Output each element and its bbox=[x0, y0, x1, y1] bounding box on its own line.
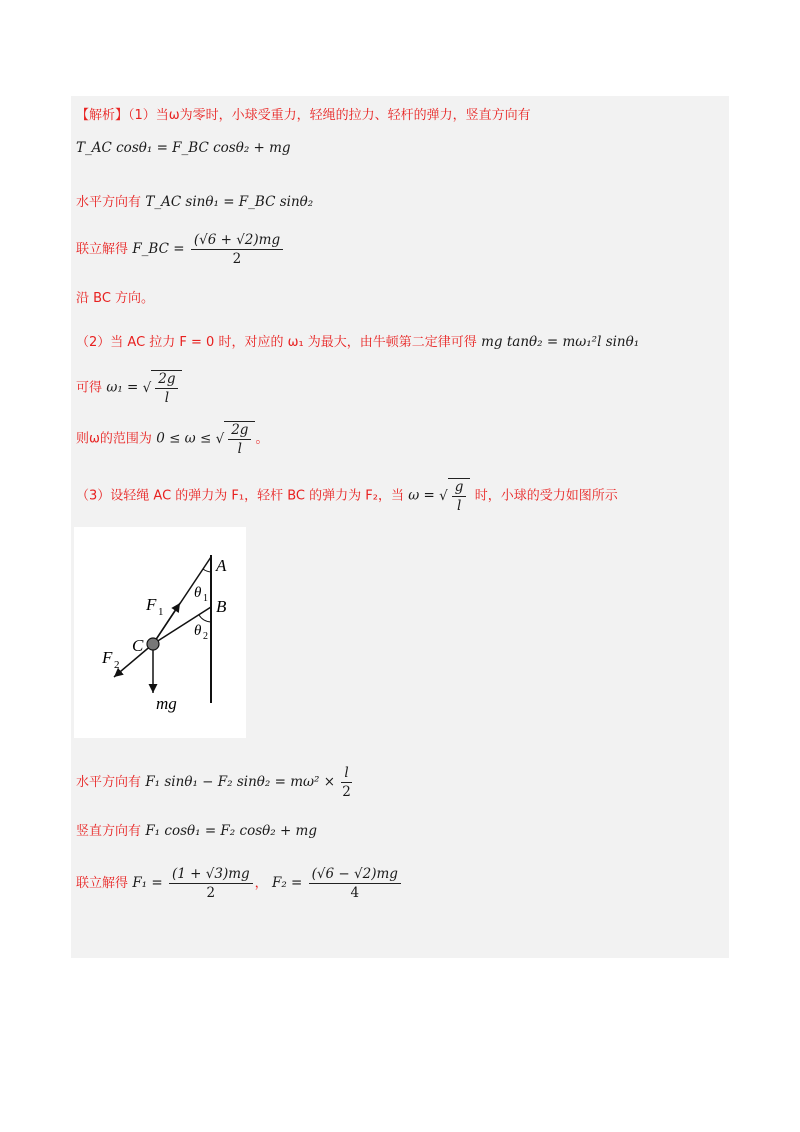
p2-range-lhs: 0 ≤ ω ≤ bbox=[156, 430, 212, 447]
p1-result-lhs: F_BC = bbox=[132, 241, 185, 257]
p2-get-num: 2g bbox=[155, 371, 178, 389]
p3-horiz-line bbox=[76, 765, 354, 800]
p1-intro-line bbox=[76, 104, 531, 123]
p3-f2-num: (√6 − √2)mg bbox=[309, 866, 401, 884]
p3-solve-label: 联立解得 bbox=[76, 876, 129, 891]
p3-sep: ， bbox=[254, 876, 268, 891]
p1-eq2: T_AC sinθ₁ = F_BC sinθ₂ bbox=[145, 194, 314, 210]
theta2-arc bbox=[199, 615, 211, 622]
p3-f1-lhs: F₁ = bbox=[132, 875, 163, 891]
label-c: C bbox=[132, 636, 144, 655]
p3-horiz-frac bbox=[341, 765, 351, 800]
p2-get-den: l bbox=[164, 390, 170, 406]
p3-vert-eq: F₁ cosθ₁ = F₂ cosθ₂ + mg bbox=[145, 823, 317, 839]
p3-intro-sqrt: √ $\frac{g}{l}$ bbox=[439, 478, 470, 514]
p1-result-num: (√6 + √2)mg bbox=[191, 232, 283, 250]
p2-get-line bbox=[76, 370, 182, 406]
p3-f2-frac bbox=[309, 866, 401, 901]
p2-intro-eq: mg tanθ₂ = mω₁²l sinθ₁ bbox=[481, 334, 640, 350]
p2-get-lhs: ω₁ = bbox=[106, 379, 139, 396]
label-theta1-sub: 1 bbox=[203, 593, 208, 604]
p3-intro-num: g bbox=[452, 479, 467, 497]
p1-solve-line bbox=[76, 232, 285, 267]
p1-eq1: T_AC cosθ₁ = F_BC cosθ₂ + mg bbox=[76, 140, 291, 156]
p2-intro-a: （2）当 AC 拉力 F = 0 时，对应的 ω₁ 为最大，由牛顿第二定律可得 bbox=[76, 335, 477, 350]
label-f2: F bbox=[102, 648, 113, 667]
label-mg: mg bbox=[156, 694, 177, 713]
p1-dir-line bbox=[76, 287, 154, 306]
p3-intro-b: 时，小球的受力如图所示 bbox=[474, 488, 618, 504]
label-f1-sub: 1 bbox=[158, 606, 164, 618]
p3-solve-line bbox=[76, 866, 403, 901]
p3-horiz-num: l bbox=[341, 765, 351, 783]
p2-get-label: 可得 bbox=[76, 380, 103, 396]
p1-dir: 沿 BC 方向。 bbox=[76, 291, 155, 306]
theta1-arc bbox=[203, 569, 211, 572]
p3-vert-line bbox=[76, 820, 317, 839]
label-theta1: θ bbox=[194, 585, 202, 601]
p3-horiz-eq: F₁ sinθ₁ − F₂ sinθ₂ = mω² × bbox=[145, 774, 336, 790]
p3-intro-eq: ω = bbox=[408, 487, 435, 504]
label-a: A bbox=[216, 556, 227, 575]
p1-intro: （1）当ω为零时，小球受重力，轻绳的拉力、轻杆的弹力，竖直方向有 bbox=[128, 108, 531, 123]
p3-horiz-den: 2 bbox=[342, 784, 351, 800]
p1-horiz-label: 水平方向有 bbox=[76, 195, 142, 210]
label-theta2-sub: 2 bbox=[203, 631, 208, 642]
p1-result-frac bbox=[191, 232, 283, 267]
p3-intro-a: （3）设轻绳 AC 的弹力为 F₁，轻杆 BC 的弹力为 F₂，当 bbox=[76, 488, 404, 504]
p2-range-num: 2g bbox=[228, 422, 251, 440]
label-f1: F bbox=[146, 595, 157, 614]
p1-solve-label: 联立解得 bbox=[76, 242, 129, 257]
force-diagram-svg bbox=[74, 527, 246, 738]
p3-vert-label: 竖直方向有 bbox=[76, 824, 142, 839]
p2-range-label: 则ω的范围为 bbox=[76, 431, 152, 447]
p3-f2-den: 4 bbox=[350, 885, 360, 901]
p2-range-end: 。 bbox=[255, 431, 269, 447]
p3-intro-den: l bbox=[456, 498, 462, 514]
p3-f1-frac bbox=[169, 866, 253, 901]
analysis-tag: 【解析】 bbox=[76, 108, 129, 123]
label-theta2: θ bbox=[194, 623, 202, 639]
ball bbox=[147, 638, 159, 650]
label-f2-sub: 2 bbox=[114, 659, 120, 671]
p3-f2-lhs: F₂ = bbox=[271, 875, 303, 891]
p2-get-sqrt: √ $\frac{2g}{l}$ bbox=[143, 370, 183, 406]
p1-horiz-line bbox=[76, 191, 313, 210]
p3-intro-line bbox=[76, 478, 618, 514]
p2-intro-line bbox=[76, 331, 639, 350]
force-diagram bbox=[74, 527, 246, 738]
p2-range-den: l bbox=[237, 441, 242, 457]
p1-result-den: 2 bbox=[232, 251, 242, 267]
p3-f1-den: 2 bbox=[206, 885, 216, 901]
p3-horiz-label: 水平方向有 bbox=[76, 775, 142, 790]
p3-f1-num: (1 + √3)mg bbox=[169, 866, 253, 884]
p2-range-sqrt: √ $\frac{2g}{l}$ bbox=[216, 421, 256, 457]
p2-range-line bbox=[76, 421, 268, 457]
label-b: B bbox=[216, 597, 227, 616]
